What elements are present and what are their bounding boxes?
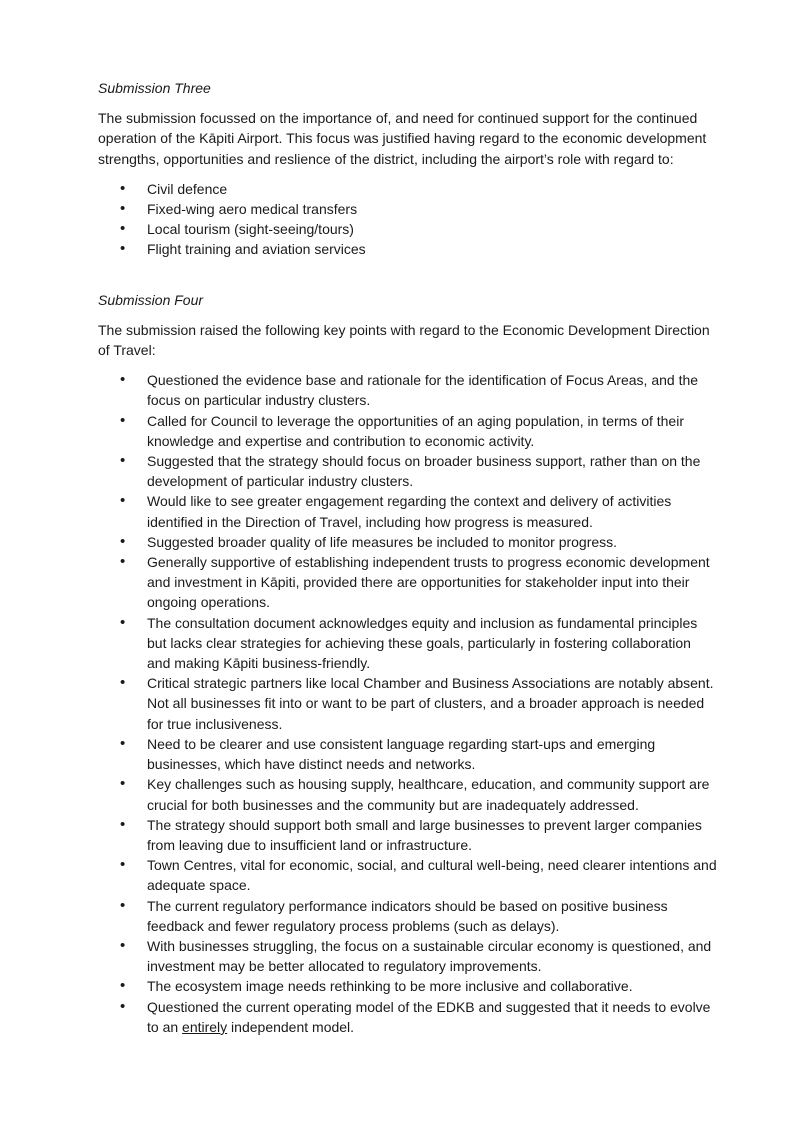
submission-three-intro: The submission focussed on the importance of, and need for continued support for the continued operation of the Kāpiti Airport. This focus was justified having regard to the economic development strengths, opportunities and reslience of the district, including the airport’s role with regard to: [98, 110, 707, 167]
list-item: • Local tourism (sight-seeing/tours) [98, 219, 718, 239]
submission-three-list [98, 179, 718, 260]
submission-four-list [98, 370, 718, 1037]
list-item: • With businesses struggling, the focus on a sustainable circular economy is questioned, and investment may be better allocated to regulatory improvements. [98, 936, 718, 976]
list-item-last [98, 997, 718, 1037]
list-item: • Civil defence [98, 179, 718, 199]
submission-three-heading: Submission Three [98, 80, 211, 96]
list-item: • Critical strategic partners like local Chamber and Business Associations are notably absent. Not all businesses fit into or want to be part of clusters, and a broader approach is needed for true inclusiveness. [98, 673, 718, 734]
list-item: • The current regulatory performance indicators should be based on positive business feedback and fewer regulatory process problems (such as delays). [98, 896, 718, 936]
list-item: • Called for Council to leverage the opportunities of an aging population, in terms of their knowledge and expertise and contribution to economic activity. [98, 411, 718, 451]
submission-four-intro: The submission raised the following key points with regard to the Economic Development Direction of Travel: [98, 321, 710, 359]
submission-four-section [98, 290, 718, 1037]
list-item: • Would like to see greater engagement regarding the context and delivery of activities identified in the Direction of Travel, including how progress is measured. [98, 491, 718, 531]
last-item-text-after: independent model. [227, 1018, 355, 1035]
submission-four-heading: Submission Four [98, 291, 204, 308]
document-page [98, 78, 718, 1037]
list-item: • Flight training and aviation services [98, 239, 718, 259]
underlined-word: entirely [182, 1018, 228, 1035]
list-item: • Suggested broader quality of life measures be included to monitor progress. [98, 532, 718, 552]
list-item: • Town Centres, vital for economic, social, and cultural well-being, need clearer intentions and adequate space. [98, 855, 718, 895]
list-item: • Generally supportive of establishing independent trusts to progress economic development and investment in Kāpiti, provided there are opportunities for stakeholder input into their ongoing operations. [98, 552, 718, 613]
list-item: • Questioned the evidence base and rationale for the identification of Focus Areas, and the focus on particular industry clusters. [98, 370, 718, 410]
list-item: • Need to be clearer and use consistent language regarding start-ups and emerging businesses, which have distinct needs and networks. [98, 734, 718, 774]
submission-three-section [98, 78, 718, 260]
list-item: • Suggested that the strategy should focus on broader business support, rather than on the development of particular industry clusters. [98, 451, 718, 491]
last-item-text-before: Questioned the current operating model of the EDKB and suggested that it needs to evolve to an [147, 998, 711, 1035]
section-spacer [98, 260, 718, 290]
list-item: • The consultation document acknowledges equity and inclusion as fundamental principles but lacks clear strategies for achieving these goals, particularly in fostering collaboration and making Kāpiti business-friendly. [98, 613, 718, 674]
list-item: • Key challenges such as housing supply, healthcare, education, and community support are crucial for both businesses and the community but are inadequately addressed. [98, 774, 718, 814]
list-item: • The ecosystem image needs rethinking to be more inclusive and collaborative. [98, 976, 718, 996]
list-item: • The strategy should support both small and large businesses to prevent larger companies from leaving due to insufficient land or infrastructure. [98, 815, 718, 855]
list-item: • Fixed-wing aero medical transfers [98, 199, 718, 219]
